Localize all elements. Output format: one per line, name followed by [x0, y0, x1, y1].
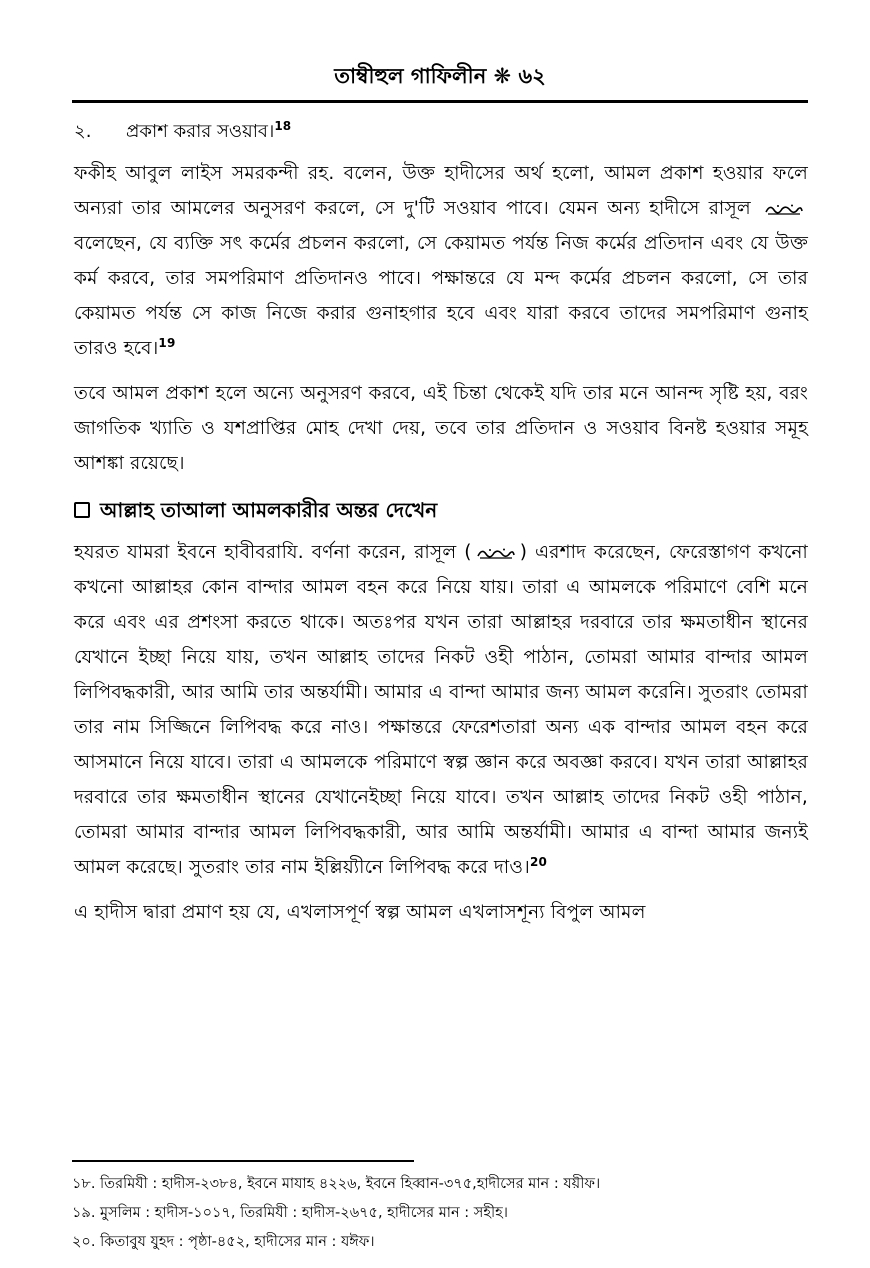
section-heading-text: আল্লাহ তাআলা আমলকারীর অন্তর দেখেন: [100, 498, 438, 522]
salawat-calligraphy-icon: [476, 546, 516, 560]
page-content: [74, 112, 808, 940]
running-header: তাম্বীহুল গাফিলীন ❋ ৬২: [334, 64, 546, 88]
footnote-ref-20: 20: [529, 854, 548, 869]
header-rule: [72, 100, 808, 103]
footnote-20: ২০. কিতাবুয যুহদ : পৃষ্ঠা-৪৫২, হাদীসের মান : যঈফ।: [72, 1234, 375, 1250]
footnote-19: ১৯. মুসলিম : হাদীস-১০১৭, তিরমিযী : হাদীস-২৬৭৫, হাদীসের মান : সহীহ।: [72, 1205, 508, 1221]
footnote-ref-19: 19: [158, 335, 176, 350]
hadith-text-b: ) এরশাদ করেছেন, ফেরেস্তাগণ কখনো কখনো আল্লাহর কোন বান্দার আমল বহন করে নিয়ে যায়। তারা এ আমলকে পরিমাণে বেশি মনে করে এবং এর প্রশংসা করতে থাকে। অতঃপর যখন তারা আল্লাহর দরবারে তার ক্ষমতাধীন স্থানের যেখানে ইচ্ছা নিয়ে যায়, তখন আল্লাহ তাদের নিকট ওহী পাঠান, তোমরা আমার বান্দার আমল লিপিবদ্ধকারী, আর আমি তার অন্তর্যামী। আমার এ বান্দা আমার জন্য আমল করেনি। সুতরাং তোমরা তার নাম সিজ্জিনে লিপিবদ্ধ করে নাও। পক্ষান্তরে ফেরেশতারা অন্য এক বান্দার আমল বহন করে আসমানে নিয়ে যাবে। তারা এ আমলকে পরিমাণে স্বল্প জ্ঞান করে অবজ্ঞা করবে। যখন তারা আল্লাহর দরবারে তার ক্ষমতাধীন স্থানের যেখানেইচ্ছা নিয়ে যাবে। তখন আল্লাহ তাদের নিকট ওহী পাঠান, তোমরা আমার বান্দার আমল লিপিবদ্ধকারী, আর আমি অন্তর্যামী। আমার এ বান্দা আমার জন্যই আমল করেছে। সুতরাং তার নাম ইল্লিয়্যীনে লিপিবদ্ধ করে দাও।: [74, 542, 808, 878]
item-number: ২.: [74, 121, 92, 142]
footnotes: [72, 1170, 812, 1257]
paragraph-text-a: ফকীহ আবুল লাইস সমরকন্দী রহ. বলেন, উক্ত হাদীসের অর্থ হলো, আমল প্রকাশ হওয়ার ফলে অন্যরা তার আমলের অনুসরণ করলে, সে দু'টি সওয়াব পাবে। যেমন অন্য হাদীসে রাসূল: [74, 163, 808, 219]
paragraph-explanation: [74, 156, 808, 366]
footnote-rule: [72, 1160, 414, 1162]
section-heading: [74, 491, 808, 529]
paragraph-text-b: বলেছেন, যে ব্যক্তি সৎ কর্মের প্রচলন করলো, সে কেয়ামত পর্যন্ত নিজ কর্মের প্রতিদান এবং যে উক্ত কর্ম করবে, তার সমপরিমাণ প্রতিদানও পাবে। পক্ষান্তরে যে মন্দ কর্মের প্রচলন করলো, সে তার কেয়ামত পর্যন্ত সে কাজ নিজে করার গুনাহগার হবে এবং যারা করবে তাদের সমপরিমাণ গুনাহ তারও হবে।: [74, 233, 808, 359]
paragraph-caution: তবে আমল প্রকাশ হলে অন্যে অনুসরণ করবে, এই চিন্তা থেকেই যদি তার মনে আনন্দ সৃষ্টি হয়, বরং জাগতিক খ্যাতি ও যশপ্রাপ্তির মোহ দেখা দেয়, তবে তার প্রতিদান ও সওয়াব বিনষ্ট হওয়ার সমূহ আশঙ্কা রয়েছে।: [74, 383, 808, 474]
item-text: প্রকাশ করার সওয়াব।: [126, 121, 275, 142]
numbered-item: [74, 112, 808, 152]
square-outline-icon: [74, 502, 90, 518]
paragraph-conclusion: এ হাদীস দ্বারা প্রমাণ হয় যে, এখলাসপূর্ণ স্বল্প আমল এখলাসশূন্য বিপুল আমল: [74, 902, 646, 923]
hadith-text-a: হযরত যামরা ইবনে হাবীবরাযি. বর্ণনা করেন, রাসূল (: [74, 542, 472, 563]
salawat-calligraphy-icon: [764, 202, 804, 216]
footnote-ref-18: 18: [274, 119, 292, 133]
footnote-18: ১৮. তিরমিযী : হাদীস-২৩৮৪, ইবনে মাযাহ ৪২২৬, ইবনে হিব্বান-৩৭৫,হাদীসের মান : যয়ীফ।: [72, 1176, 601, 1192]
paragraph-hadith: [74, 535, 808, 885]
